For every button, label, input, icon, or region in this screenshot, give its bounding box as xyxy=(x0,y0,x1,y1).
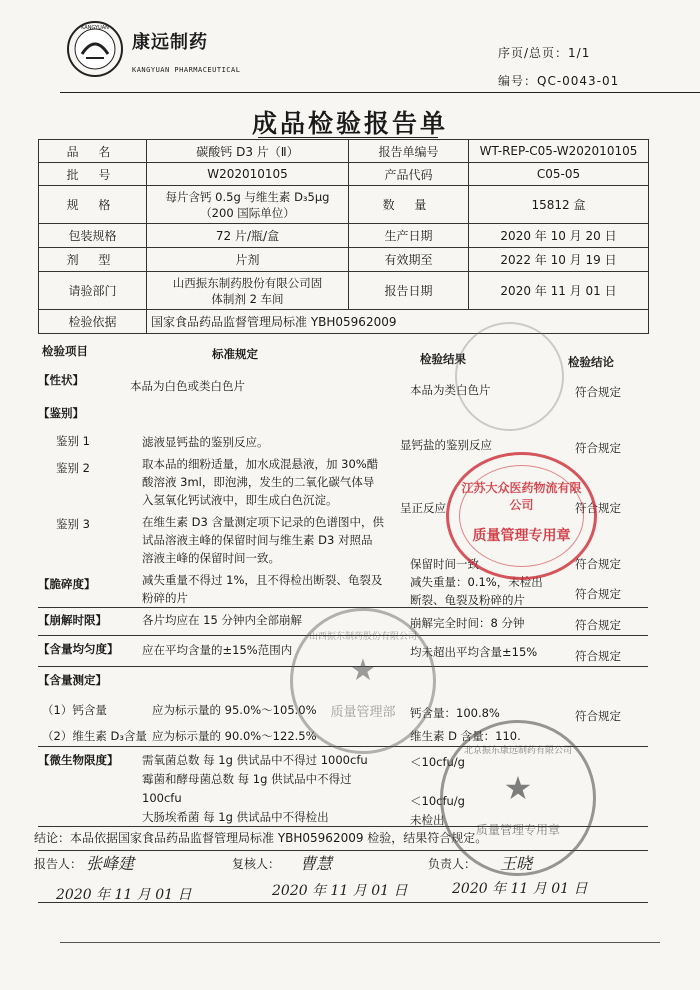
row-divider xyxy=(38,635,648,636)
uniformity-result: 均未超出平均含量±15% xyxy=(410,645,538,659)
microbe-result-line3: 未检出 xyxy=(410,813,445,827)
basis-value: 国家食品药品监督管理局标准 YBH05962009 xyxy=(147,310,649,334)
department-value-line1: 山西振东制药股份有限公司固 xyxy=(172,275,323,290)
row-divider xyxy=(38,746,648,747)
package-value: 72 片/瓶/盒 xyxy=(147,224,349,248)
microbe-item: 【微生物限度】 xyxy=(38,753,119,767)
company-name-cn: 康远制药 xyxy=(132,32,208,53)
product-code-label: 产品代码 xyxy=(349,163,469,186)
gray2-stamp-text: 北京振东康远制药有限公司 xyxy=(463,746,572,756)
spec-value-line1: 每片含钙 0.5g 与维生素 D₃5μg xyxy=(165,189,330,204)
product-label: 品 名 xyxy=(39,140,147,163)
friability-conclusion: 符合规定 xyxy=(575,587,621,601)
product-value: 碳酸钙 D3 片（Ⅱ） xyxy=(147,140,349,163)
calcium-standard: 应为标示量的 95.0%～105.0% xyxy=(152,703,317,717)
friability-standard-line2: 粉碎的片 xyxy=(142,591,188,605)
ident1-item: 鉴别 1 xyxy=(56,434,90,448)
reviewer-signature: 曹慧 xyxy=(300,854,333,873)
signature-line xyxy=(38,902,648,903)
batch-value: W202010105 xyxy=(147,163,349,186)
responsible-date: 2020 年 11 月 01 日 xyxy=(452,881,588,897)
report-date-value: 2020 年 11 月 01 日 xyxy=(469,272,649,310)
vitd-item: （2）维生素 D₃含量 xyxy=(42,729,147,743)
red-stamp-text: 江苏大众医药物流有限公司 xyxy=(461,481,582,512)
uniformity-standard: 应在平均含量的±15%范围内 xyxy=(142,643,293,657)
appearance-conclusion: 符合规定 xyxy=(575,385,621,399)
star-icon: ★ xyxy=(503,769,533,807)
ident2-conclusion: 符合规定 xyxy=(575,501,621,515)
microbe-standard-line4: 大肠埃希菌 每 1g 供试品中不得检出 xyxy=(142,810,329,824)
ident3-standard-line1: 在维生素 D3 含量测定项下记录的色谱图中，供 xyxy=(142,515,384,529)
calcium-result: 钙含量：100.8% xyxy=(410,706,500,720)
calcium-conclusion: 符合规定 xyxy=(575,709,621,723)
friability-result-line2: 断裂、龟裂及粉碎的片 xyxy=(410,593,525,607)
column-conclusion-header: 检验结论 xyxy=(568,355,614,369)
appearance-result: 本品为类白色片 xyxy=(410,383,491,397)
vitd-result: 维生素 D 含量：110. xyxy=(410,729,521,743)
calcium-item: （1）钙含量 xyxy=(42,703,107,717)
friability-item: 【脆碎度】 xyxy=(38,577,96,591)
quantity-value: 15812 盒 xyxy=(469,186,649,224)
spec-value xyxy=(147,186,349,224)
assay-item: 【含量测定】 xyxy=(38,673,107,687)
microbe-result-line2: ＜10cfu/g xyxy=(410,794,465,808)
gray2-stamp-center-text: 质量管理专用章 xyxy=(475,823,560,837)
ident3-item: 鉴别 3 xyxy=(56,517,90,531)
report-no-label: 报告单编号 xyxy=(349,140,469,163)
microbe-standard-line2: 霉菌和酵母菌总数 每 1g 供试品中不得过 xyxy=(142,772,352,786)
gray1-stamp-center-text: 质量管理部 xyxy=(330,705,396,720)
ident3-conclusion: 符合规定 xyxy=(575,557,621,571)
form-label: 剂 型 xyxy=(39,248,147,272)
info-table xyxy=(38,139,649,334)
logo-text: KANGYUAN xyxy=(81,25,109,31)
production-date-value: 2020 年 10 月 20 日 xyxy=(469,224,649,248)
reporter-label: 报告人： xyxy=(34,857,83,871)
reporter-signature: 张峰建 xyxy=(86,854,135,873)
page-title: 成品检验报告单 xyxy=(251,109,448,138)
header-divider xyxy=(60,92,700,93)
reviewer-label: 复核人： xyxy=(232,857,281,871)
identification-item: 【鉴别】 xyxy=(38,406,84,420)
title-underline xyxy=(258,137,438,138)
expiry-label: 有效期至 xyxy=(349,248,469,272)
vitd-standard: 应为标示量的 90.0%～122.5% xyxy=(152,729,317,743)
row-divider xyxy=(38,607,648,608)
footer-divider xyxy=(60,942,660,943)
report-no-value: WT-REP-C05-W202010105 xyxy=(469,140,649,163)
disintegration-standard: 各片均应在 15 分钟内全部崩解 xyxy=(142,613,302,627)
faint-stamp xyxy=(455,322,564,431)
department-label: 请验部门 xyxy=(39,272,147,310)
department-value xyxy=(147,272,349,310)
red-stamp-center-text: 质量管理专用章 xyxy=(472,528,571,544)
appearance-item: 【性状】 xyxy=(38,373,84,387)
microbe-standard-line3: 100cfu xyxy=(142,791,182,805)
quantity-label: 数 量 xyxy=(349,186,469,224)
ident3-standard-line2: 试品溶液主峰的保留时间与维生素 D3 对照品 xyxy=(142,533,373,547)
reviewer-date: 2020 年 11 月 01 日 xyxy=(272,883,408,899)
row-divider xyxy=(38,666,648,667)
form-value: 片剂 xyxy=(147,248,349,272)
column-standard-header: 标准规定 xyxy=(212,347,258,361)
package-label: 包装规格 xyxy=(39,224,147,248)
row-divider xyxy=(38,826,648,827)
column-item-header: 检验项目 xyxy=(42,344,88,358)
basis-label: 检验依据 xyxy=(39,310,147,334)
ident1-standard: 滤液显钙盐的鉴别反应。 xyxy=(142,435,269,449)
ident3-result: 保留时间一致 xyxy=(410,557,479,571)
friability-standard-line1: 减失重量不得过 1%，且不得检出断裂、龟裂及 xyxy=(142,573,383,587)
star-icon: ★ xyxy=(349,653,377,688)
reporter-date: 2020 年 11 月 01 日 xyxy=(56,887,192,903)
ident2-standard-line3: 入氢氧化钙试液中，即生成白色沉淀。 xyxy=(142,493,338,507)
conclusion-text: 结论：本品依据国家食品药品监督管理局标准 YBH05962009 检验，结果符合规定。 xyxy=(34,831,488,845)
uniformity-conclusion: 符合规定 xyxy=(575,649,621,663)
spec-label: 规 格 xyxy=(39,186,147,224)
department-value-line2: 体制剂 2 车间 xyxy=(211,291,284,306)
ident1-conclusion: 符合规定 xyxy=(575,441,621,455)
ident2-standard-line2: 酸溶液 3ml，即泡沸，发生的二氧化碳气体导 xyxy=(142,475,375,489)
report-date-label: 报告日期 xyxy=(349,272,469,310)
expiry-value: 2022 年 10 月 19 日 xyxy=(469,248,649,272)
friability-result-line1: 减失重量：0.1%，未检出 xyxy=(410,575,543,589)
ident2-result: 呈正反应 xyxy=(400,501,446,515)
company-logo xyxy=(66,20,124,78)
document-number: 编号：QC-0043-01 xyxy=(498,74,620,88)
ident2-standard-line1: 取本品的细粉适量，加水成混悬液，加 30%醋 xyxy=(142,457,379,471)
responsible-signature: 王晓 xyxy=(500,854,533,873)
ident2-item: 鉴别 2 xyxy=(56,461,90,475)
batch-label: 批 号 xyxy=(39,163,147,186)
spec-value-line2: （200 国际单位） xyxy=(200,205,295,220)
ident3-standard-line3: 溶液主峰的保留时间一致。 xyxy=(142,551,280,565)
product-code-value: C05-05 xyxy=(469,163,649,186)
gray1-stamp-text: 山西振东制药股份有限公司 xyxy=(308,632,417,642)
appearance-standard: 本品为白色或类白色片 xyxy=(130,379,245,393)
disintegration-conclusion: 符合规定 xyxy=(575,618,621,632)
microbe-result-line1: ＜10cfu/g xyxy=(410,755,465,769)
ident1-result: 显钙盐的鉴别反应 xyxy=(400,438,492,452)
column-result-header: 检验结果 xyxy=(420,352,466,366)
uniformity-item: 【含量均匀度】 xyxy=(38,642,119,656)
production-date-label: 生产日期 xyxy=(349,224,469,248)
disintegration-result: 崩解完全时间：8 分钟 xyxy=(410,616,525,630)
microbe-standard-line1: 需氧菌总数 每 1g 供试品中不得过 1000cfu xyxy=(142,753,368,767)
company-name-en: KANGYUAN PHARMACEUTICAL xyxy=(132,66,241,74)
page-number: 序页/总页：1/1 xyxy=(498,46,591,60)
disintegration-item: 【崩解时限】 xyxy=(38,613,107,627)
responsible-label: 负责人： xyxy=(428,857,477,871)
